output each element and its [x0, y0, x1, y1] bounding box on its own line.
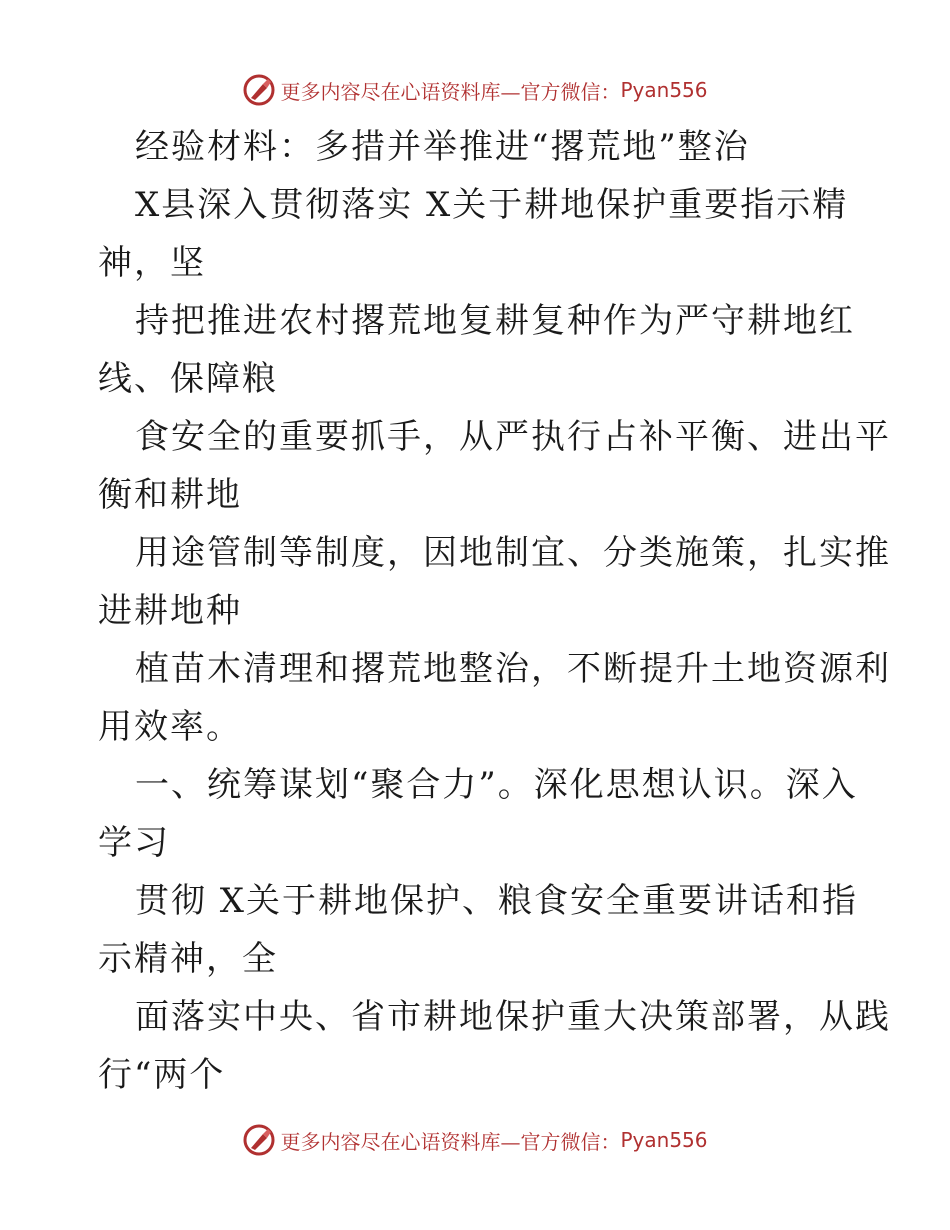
footer-watermark [0, 1120, 950, 1160]
text-line: 衡和耕地 [98, 475, 242, 515]
watermark-text: 更多内容尽在心语资料库—官方微信： [280, 79, 621, 104]
text-line: 用途管制等制度，因地制宜、分类施策，扎实推 [135, 533, 891, 573]
header-watermark [0, 70, 950, 110]
pen-nib-logo-icon [242, 73, 276, 107]
text-line: X县深入贯彻落实 X关于耕地保护重要指示精 [135, 185, 849, 225]
document-body [98, 118, 891, 1104]
watermark-text: 更多内容尽在心语资料库—官方微信： [280, 1129, 621, 1154]
text-line: 持把推进农村撂荒地复耕复种作为严守耕地红 [135, 301, 855, 341]
text-line: 面落实中央、省市耕地保护重大决策部署，从践 [135, 997, 891, 1037]
text-line: 示精神，全 [98, 939, 278, 979]
text-line: 学习 [98, 823, 170, 863]
text-line: 神，坚 [98, 243, 206, 283]
text-line: 贯彻 X关于耕地保护、粮食安全重要讲话和指 [135, 881, 859, 921]
text-line: 行“两个 [98, 1055, 226, 1095]
text-line: 线、保障粮 [98, 359, 278, 399]
text-line: 植苗木清理和撂荒地整治，不断提升土地资源利 [135, 649, 891, 689]
pen-nib-logo-icon [242, 1123, 276, 1157]
section-heading-line: 一、统筹谋划“聚合力”。深化思想认识。深入 [135, 765, 858, 805]
watermark-contact: Pyan556 [620, 1128, 708, 1152]
text-line: 用效率。 [98, 707, 242, 747]
watermark-contact: Pyan556 [620, 78, 708, 102]
document-title: 经验材料：多措并举推进“撂荒地”整治 [135, 127, 750, 167]
text-line: 进耕地种 [98, 591, 242, 631]
text-line: 食安全的重要抓手，从严执行占补平衡、进出平 [135, 417, 891, 457]
